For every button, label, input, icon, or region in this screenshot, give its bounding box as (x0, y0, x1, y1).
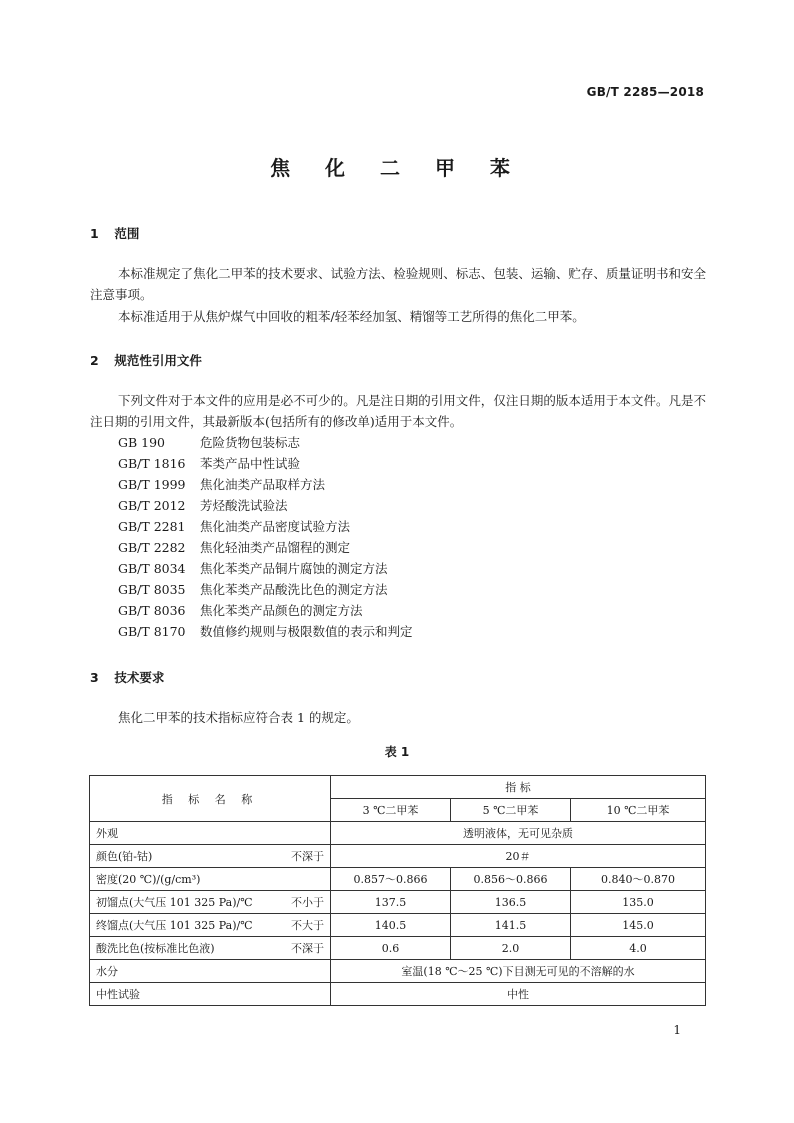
standard-code: GB/T 2285—2018 (586, 85, 704, 99)
item-limit: 不深于 (291, 850, 324, 863)
list-item (118, 558, 413, 579)
item-cell (90, 960, 331, 983)
table-row (90, 891, 706, 914)
section-heading-technical-requirements (90, 668, 164, 686)
reference-title: 焦化轻油类产品馏程的测定 (200, 540, 351, 555)
section-number: 3 (90, 670, 99, 685)
table-cell: 145.0 (571, 914, 706, 937)
reference-code: GB/T 1999 (118, 477, 186, 492)
item-name: 终馏点(大气压 101 325 Pa)/℃ (96, 919, 253, 932)
page-number: 1 (673, 1023, 681, 1037)
header-item-name-text: 指 标 名 称 (161, 792, 259, 806)
table-cell: 20＃ (331, 845, 706, 868)
item-name: 酸洗比色(按标准比色液) (96, 942, 215, 955)
reference-title: 芳烃酸洗试验法 (200, 498, 288, 513)
item-name: 中性试验 (96, 988, 140, 1001)
section-number: 1 (90, 226, 99, 241)
item-name: 密度(20 ℃)/(g/cm³) (96, 873, 201, 886)
item-cell (90, 891, 331, 914)
reference-code: GB/T 8035 (118, 582, 186, 597)
section-heading-scope (90, 224, 139, 242)
reference-code: GB/T 2012 (118, 498, 186, 513)
table-row (90, 983, 706, 1006)
reference-code: GB/T 2282 (118, 540, 186, 555)
table-cell: 中性 (331, 983, 706, 1006)
reference-title: 焦化苯类产品酸洗比色的测定方法 (200, 582, 388, 597)
reference-code: GB 190 (118, 435, 166, 450)
table-cell: 135.0 (571, 891, 706, 914)
reference-title: 苯类产品中性试验 (200, 456, 301, 471)
item-limit: 不深于 (291, 942, 324, 955)
reference-list (118, 432, 413, 642)
section-number: 2 (90, 353, 99, 368)
reference-code: GB/T 1816 (118, 456, 186, 471)
reference-title: 焦化苯类产品颜色的测定方法 (200, 603, 363, 618)
item-cell (90, 983, 331, 1006)
reference-code: GB/T 8170 (118, 624, 186, 639)
table-cell: 0.857～0.866 (331, 868, 451, 891)
reference-title: 危险货物包装标志 (200, 435, 301, 450)
item-cell (90, 845, 331, 868)
item-name: 初馏点(大气压 101 325 Pa)/℃ (96, 896, 253, 909)
table-cell: 0.856～0.866 (451, 868, 571, 891)
table-cell: 141.5 (451, 914, 571, 937)
table-row (90, 845, 706, 868)
item-cell (90, 937, 331, 960)
table-cell: 4.0 (571, 937, 706, 960)
paragraph: 焦化二甲苯的技术指标应符合表 1 的规定。 (118, 710, 359, 725)
reference-code: GB/T 8034 (118, 561, 186, 576)
table-row (90, 822, 706, 845)
list-item (118, 621, 413, 642)
table-cell: 室温(18 ℃～25 ℃)下目测无可见的不溶解的水 (331, 960, 706, 983)
item-limit: 不大于 (291, 919, 324, 932)
table-row (90, 868, 706, 891)
item-cell (90, 822, 331, 845)
item-cell (90, 914, 331, 937)
section-heading-normative-references (90, 351, 202, 369)
section-title: 规范性引用文件 (114, 353, 202, 368)
table-row (90, 960, 706, 983)
paragraph: 下列文件对于本文件的应用是必不可少的。凡是注日期的引用文件，仅注日期的版本适用于本文件。凡是不注日期的引用文件，其最新版本(包括所有的修改单)适用于本文件。 (90, 393, 706, 429)
section-title: 技术要求 (114, 670, 165, 685)
reference-title: 数值修约规则与极限数值的表示和判定 (200, 624, 413, 639)
table-header-row (90, 776, 706, 799)
table-cell: 0.840～0.870 (571, 868, 706, 891)
section-title: 范围 (114, 226, 140, 241)
spec-table (89, 775, 706, 1006)
table-row (90, 937, 706, 960)
list-item (118, 537, 413, 558)
item-limit: 不小于 (291, 896, 324, 909)
list-item (118, 516, 413, 537)
item-name: 颜色(铂-钴) (96, 850, 153, 863)
header-index: 指 标 (331, 776, 706, 799)
table-cell: 137.5 (331, 891, 451, 914)
list-item (118, 474, 413, 495)
document-title: 焦 化 二 甲 苯 (270, 156, 524, 180)
list-item (118, 600, 413, 621)
list-item (118, 432, 413, 453)
table-cell: 140.5 (331, 914, 451, 937)
column-header: 10 ℃二甲苯 (571, 799, 706, 822)
reference-title: 焦化油类产品取样方法 (200, 477, 326, 492)
reference-code: GB/T 8036 (118, 603, 186, 618)
table-cell: 2.0 (451, 937, 571, 960)
paragraph: 本标准适用于从焦炉煤气中回收的粗苯/轻苯经加氢、精馏等工艺所得的焦化二甲苯。 (118, 309, 585, 324)
column-header: 5 ℃二甲苯 (451, 799, 571, 822)
table-row (90, 914, 706, 937)
reference-code: GB/T 2281 (118, 519, 186, 534)
column-header: 3 ℃二甲苯 (331, 799, 451, 822)
header-item-name (90, 776, 331, 822)
table-cell: 透明液体，无可见杂质 (331, 822, 706, 845)
list-item (118, 495, 413, 516)
item-cell (90, 868, 331, 891)
list-item (118, 453, 413, 474)
paragraph: 本标准规定了焦化二甲苯的技术要求、试验方法、检验规则、标志、包装、运输、贮存、质量证明书和安全注意事项。 (90, 266, 706, 302)
table-cell: 0.6 (331, 937, 451, 960)
item-name: 外观 (96, 827, 118, 840)
item-name: 水分 (96, 965, 118, 978)
table-caption: 表 1 (384, 745, 410, 759)
reference-title: 焦化苯类产品铜片腐蚀的测定方法 (200, 561, 388, 576)
reference-title: 焦化油类产品密度试验方法 (200, 519, 351, 534)
list-item (118, 579, 413, 600)
table-cell: 136.5 (451, 891, 571, 914)
